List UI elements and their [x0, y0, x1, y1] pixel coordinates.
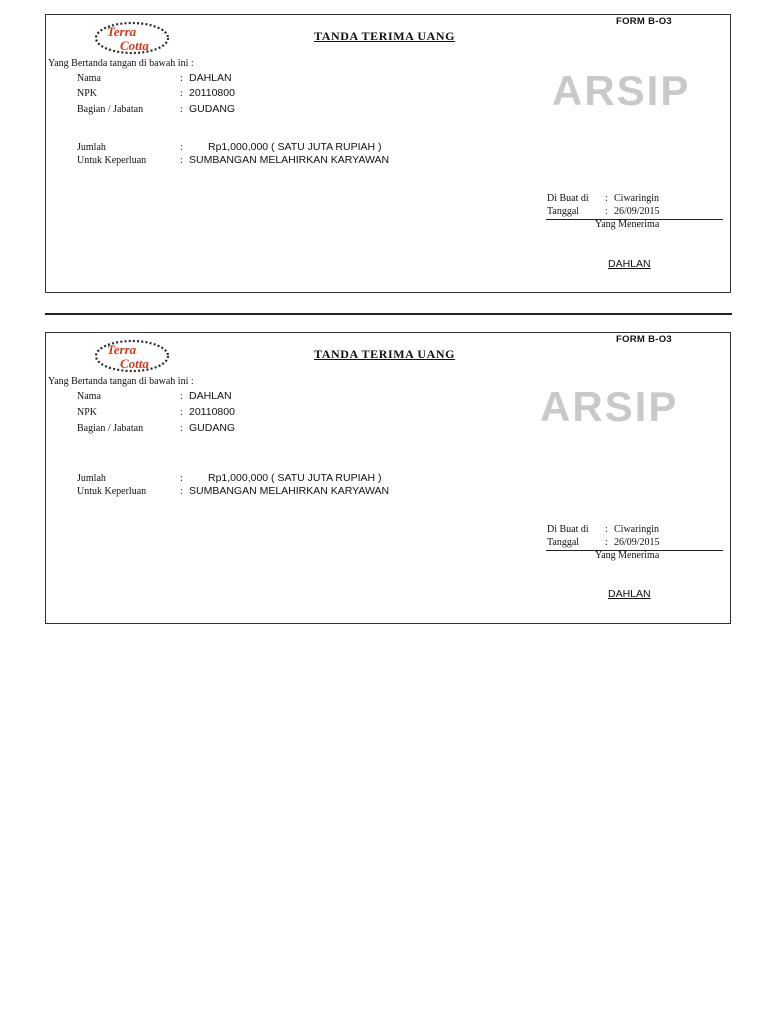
amount-value: Rp1,000,000 ( SATU JUTA RUPIAH ) [208, 472, 382, 484]
receipt-title: TANDA TERIMA UANG [314, 347, 456, 361]
intro-text: Yang Bertanda tangan di bawah ini : [48, 58, 194, 69]
date-colon: : [605, 206, 608, 217]
department-value: GUDANG [189, 422, 236, 434]
npk-colon: : [180, 88, 183, 99]
amount-label: Jumlah [77, 473, 106, 484]
made-at-colon: : [605, 524, 608, 535]
purpose-colon: : [180, 486, 183, 497]
date-value: 26/09/2015 [614, 537, 660, 548]
logo-text-cotta: Cotta [120, 356, 149, 371]
archive-watermark: ARSIP [552, 67, 691, 114]
amount-colon: : [180, 473, 183, 484]
date-label: Tanggal [547, 537, 580, 548]
cut-line [45, 313, 732, 315]
npk-value: 20110800 [189, 87, 235, 99]
terra-cotta-logo [94, 337, 172, 375]
amount-label: Jumlah [77, 142, 106, 153]
made-at-colon: : [605, 193, 608, 204]
form-code: FORM B-O3 [615, 16, 672, 27]
npk-label: NPK [77, 88, 98, 99]
made-at-label: Di Buat di [547, 524, 589, 535]
npk-value: 20110800 [189, 406, 235, 418]
department-label: Bagian / Jabatan [77, 104, 144, 115]
name-colon: : [180, 391, 183, 402]
intro-text: Yang Bertanda tangan di bawah ini : [48, 376, 194, 387]
date-label: Tanggal [547, 206, 580, 217]
amount-value: Rp1,000,000 ( SATU JUTA RUPIAH ) [208, 141, 382, 153]
logo-text-cotta: Cotta [120, 38, 149, 53]
department-label: Bagian / Jabatan [77, 423, 144, 434]
purpose-label: Untuk Keperluan [77, 486, 147, 497]
name-label: Nama [77, 391, 101, 402]
date-value: 26/09/2015 [614, 206, 660, 217]
made-at-label: Di Buat di [547, 193, 589, 204]
purpose-value: SUMBANGAN MELAHIRKAN KARYAWAN [189, 485, 390, 497]
receipt-card [45, 14, 731, 293]
date-colon: : [605, 537, 608, 548]
receiver-name: DAHLAN [608, 588, 651, 600]
receiver-name: DAHLAN [608, 258, 651, 270]
purpose-label: Untuk Keperluan [77, 155, 147, 166]
name-label: Nama [77, 73, 101, 84]
terra-cotta-logo [94, 19, 172, 57]
purpose-colon: : [180, 155, 183, 166]
receipt-card [45, 332, 731, 624]
amount-colon: : [180, 142, 183, 153]
form-code: FORM B-O3 [615, 334, 672, 345]
made-at-value: Ciwaringin [614, 524, 659, 535]
receiver-label: Yang Menerima [595, 219, 660, 230]
npk-label: NPK [77, 407, 98, 418]
receipt-title: TANDA TERIMA UANG [314, 29, 456, 43]
archive-watermark: ARSIP [540, 383, 679, 430]
receiver-label: Yang Menerima [595, 550, 660, 561]
department-colon: : [180, 104, 183, 115]
logo-text-terra: Terra [107, 342, 137, 357]
name-value: DAHLAN [189, 390, 232, 402]
made-at-value: Ciwaringin [614, 193, 659, 204]
department-value: GUDANG [189, 103, 236, 115]
department-colon: : [180, 423, 183, 434]
name-value: DAHLAN [189, 72, 232, 84]
logo-text-terra: Terra [107, 24, 137, 39]
npk-colon: : [180, 407, 183, 418]
name-colon: : [180, 73, 183, 84]
purpose-value: SUMBANGAN MELAHIRKAN KARYAWAN [189, 154, 390, 166]
